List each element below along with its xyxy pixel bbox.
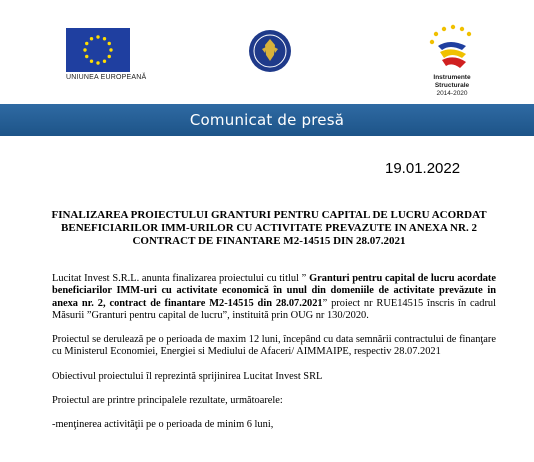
banner-title: Comunicat de presă: [189, 111, 345, 129]
title-line: FINALIZAREA PROIECTULUI GRANTURI PENTRU CAPITAL DE LUCRU ACORDAT: [51, 209, 487, 221]
eu-star-icon: [90, 37, 93, 40]
eu-star-icon: [85, 42, 88, 45]
paragraph-result-item: -menţinerea activităţii pe o perioada de minim 6 luni,: [52, 419, 274, 431]
press-release-banner: [0, 104, 534, 136]
title-line: CONTRACT DE FINANTARE M2-14515 DIN 28.07.2021: [132, 235, 406, 247]
eu-star-icon: [108, 42, 111, 45]
p1-project-title: Granturi pentru capital de lucru acordate beneficiarilor IMM-uri cu activitate economică în unul din domeniile de activitate prevăzute in anexa nr. 2, contract de finantare M2-14515 din 28.07.2021: [52, 273, 496, 309]
paragraph-project-announcement: [52, 273, 496, 322]
eu-star-icon: [103, 60, 106, 63]
eu-star-icon: [109, 48, 112, 51]
eu-caption: UNIUNEA EUROPEANĂ: [66, 74, 147, 81]
paragraph-project-objective: Obiectivul proiectului îl reprezintă sprijinirea Lucitat Invest SRL: [52, 370, 323, 382]
eu-star-icon: [83, 48, 86, 51]
document-date: 19.01.2022: [385, 160, 461, 177]
eu-flag-logo: [66, 28, 130, 72]
eu-star-icon: [90, 60, 93, 63]
header-logos: [0, 0, 534, 100]
instrumente-structurale-logo: [426, 24, 478, 72]
title-line: BENEFICIARILOR IMM-URILOR CU ACTIVITATE PREVAZUTE IN ANEXA NR. 2: [61, 222, 477, 234]
p1-text-start: Lucitat Invest S.R.L. anunta finalizarea proiectului cu titlul ”: [52, 273, 310, 284]
eu-star-icon: [108, 55, 111, 58]
paragraph-results-intro: Proiectul are printre principalele rezultate, următoarele:: [52, 395, 283, 407]
p1-text-end: ” proiect nr RUE14515 înscris în cadrul Măsurii ”Granturi pentru capital de lucru”, instituită prin OUG nr 130/2020.: [52, 297, 496, 321]
instrumente-structurale-caption: [416, 74, 488, 98]
document-body: [52, 273, 496, 444]
document-title: [50, 209, 488, 248]
paragraph-project-duration: Proiectul se derulează pe o perioada de maxim 12 luni, începând cu data semnării contractului de finanţare cu Ministerul Economiei, Energiei si Mediului de Afaceri/ AIMMAIPE, respectiv 28.07.2021: [52, 334, 496, 358]
romanian-government-seal-logo: [248, 29, 292, 73]
eu-star-icon: [103, 37, 106, 40]
is-caption-years: 2014-2020: [436, 90, 468, 97]
eu-star-icon: [96, 35, 99, 38]
eu-star-icon: [85, 55, 88, 58]
eu-star-icon: [96, 61, 99, 64]
is-caption-title: Instrumente Structurale: [433, 74, 471, 89]
